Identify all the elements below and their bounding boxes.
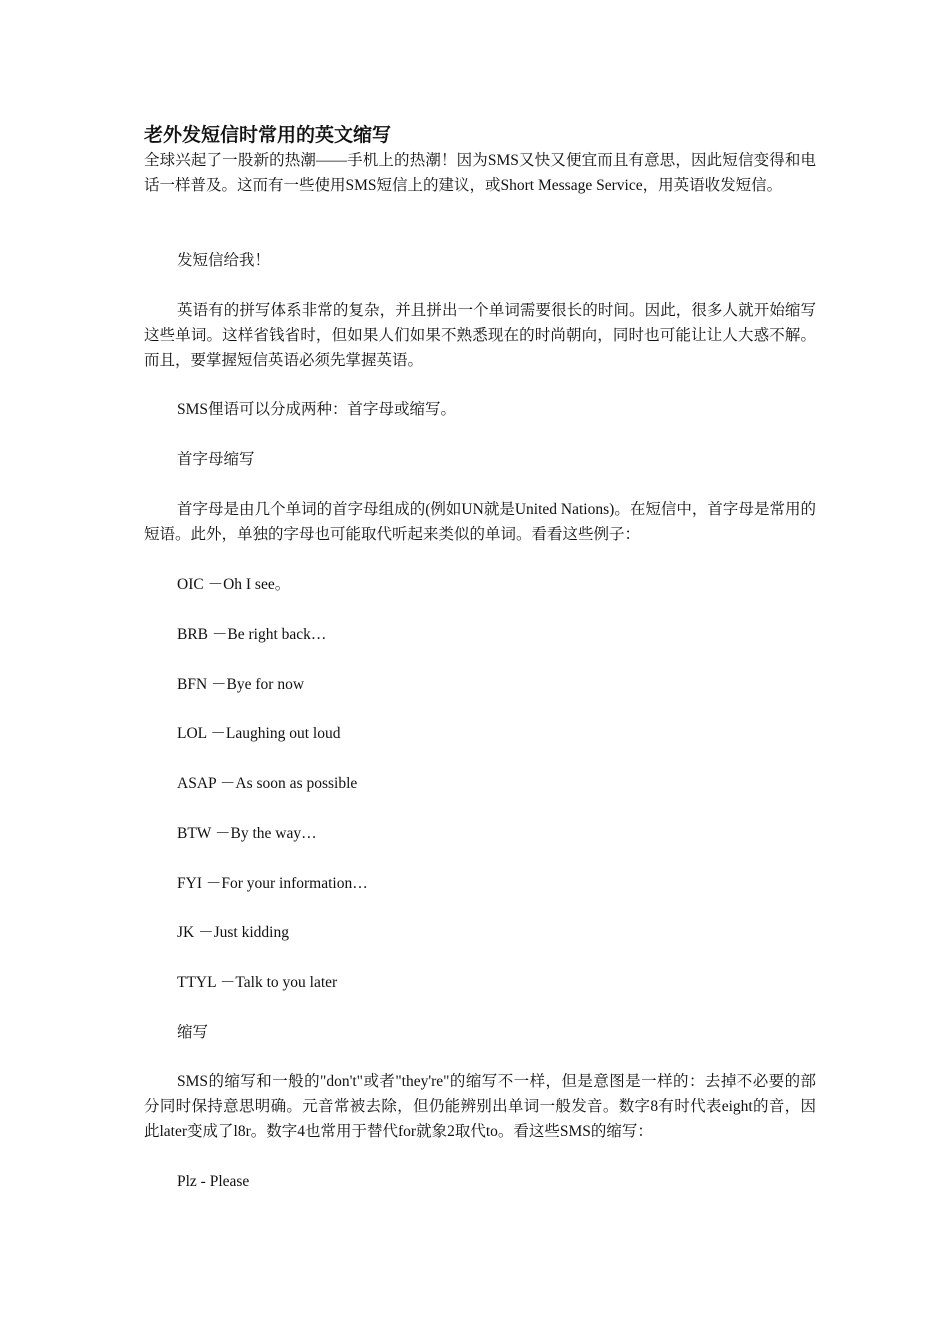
acronym-item: LOL －Laughing out loud [177, 725, 341, 742]
acronym-heading: 首字母缩写 [177, 451, 255, 468]
spelling-paragraph: 英语有的拼写体系非常的复杂，并且拼出一个单词需要很长的时间。因此，很多人就开始缩写这些单词。这样省钱省时，但如果人们如果不熟悉现在的时尚朝向，同时也可能让让人大惑不解。而且，要掌握短信英语必须先掌握英语。 [144, 302, 816, 369]
acronym-item: TTYL －Talk to you later [177, 974, 338, 991]
abbreviation-item: Plz - Please [177, 1173, 250, 1190]
acronym-description: 首字母是由几个单词的首字母组成的(例如UN就是United Nations)。在短信中，首字母是常用的短语。此外，单独的字母也可能取代听起来类似的单词。看看这些例子： [144, 501, 816, 543]
send-me-line: 发短信给我！ [177, 252, 271, 269]
intro-paragraph: 全球兴起了一股新的热潮——手机上的热潮！因为SMS又快又便宜而且有意思，因此短信变得和电话一样普及。这而有一些使用SMS短信上的建议，或Short Message Service，用英语收发短信。 [144, 152, 816, 194]
acronym-item: JK －Just kidding [177, 924, 289, 941]
acronym-item: FYI －For your information… [177, 875, 368, 892]
abbreviation-heading: 缩写 [177, 1024, 209, 1041]
abbreviation-description: SMS的缩写和一般的"don't"或者"they're"的缩写不一样，但是意图是一样的：去掉不必要的部分同时保持意思明确。元音常被去除，但仍能辨别出单词一般发音。数字8有时代表eight的音，因此later变成了l8r。数字4也常用于替代for就象2取代to。看这些SMS的缩写： [144, 1073, 816, 1140]
acronym-item: ASAP －As soon as possible [177, 775, 358, 792]
acronym-item: BFN －Bye for now [177, 676, 305, 693]
acronym-item: BRB －Be right back… [177, 626, 327, 643]
document-title: 老外发短信时常用的英文缩写 [144, 125, 392, 146]
acronym-item: OIC －Oh I see。 [177, 576, 291, 593]
acronym-item: BTW －By the way… [177, 825, 317, 842]
two-kinds-line: SMS俚语可以分成两种：首字母或缩写。 [177, 401, 457, 418]
